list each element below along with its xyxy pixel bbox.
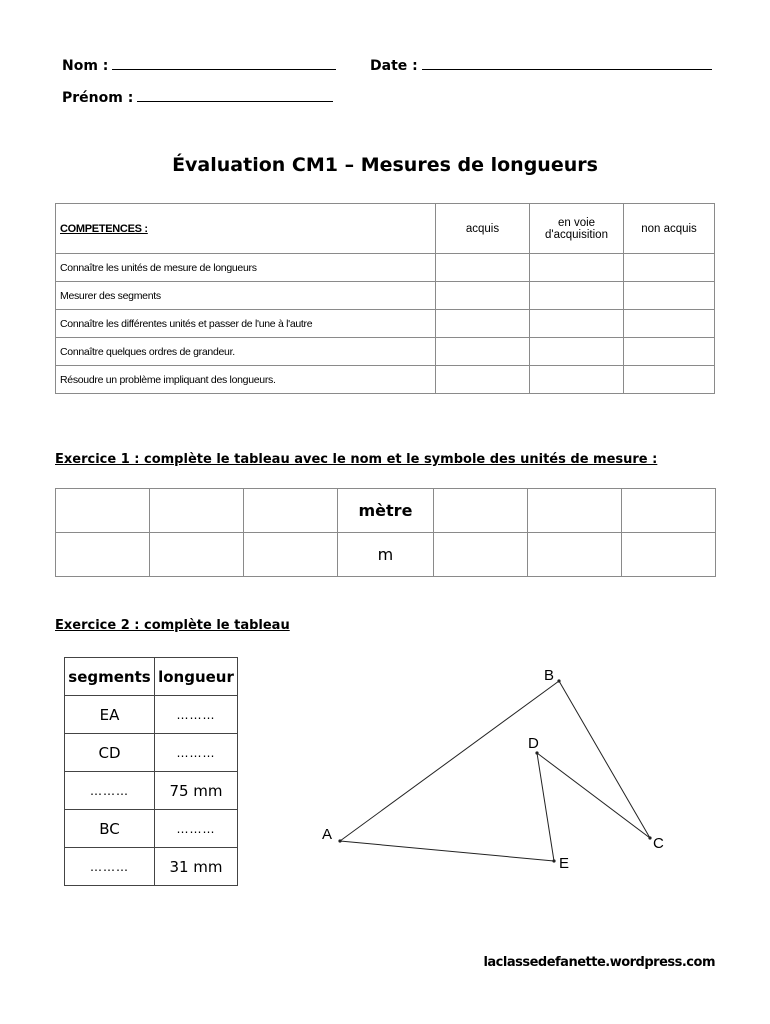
competence-label: Connaître quelques ordres de grandeur. — [56, 338, 436, 366]
unit-symbol-m: m — [338, 533, 434, 577]
header-competences: COMPETENCES : — [56, 204, 436, 254]
table-row — [56, 282, 715, 310]
checkbox-cell[interactable] — [624, 310, 715, 338]
unit-cell[interactable] — [433, 533, 527, 577]
checkbox-cell[interactable] — [624, 338, 715, 366]
segment-de — [537, 753, 554, 861]
competence-label: Connaître les unités de mesure de longueurs — [56, 254, 436, 282]
checkbox-cell[interactable] — [530, 338, 624, 366]
table-row — [65, 810, 238, 848]
length-blank[interactable]: ……… — [154, 810, 237, 848]
checkbox-cell[interactable] — [624, 254, 715, 282]
competence-label: Mesurer des segments — [56, 282, 436, 310]
length-blank[interactable]: ……… — [154, 734, 237, 772]
nom-label: Nom : — [62, 58, 109, 74]
table-row — [56, 338, 715, 366]
point-b-label: B — [544, 667, 555, 684]
checkbox-cell[interactable] — [624, 282, 715, 310]
unit-symbol-row — [56, 533, 716, 577]
unit-name-metre: mètre — [338, 489, 434, 533]
table-row — [65, 772, 238, 810]
segment-cell: EA — [65, 696, 155, 734]
prenom-line[interactable] — [137, 91, 333, 102]
point-e-dot — [552, 859, 555, 862]
table-row — [65, 696, 238, 734]
unit-cell[interactable] — [621, 489, 715, 533]
segment-blank[interactable]: ……… — [65, 772, 155, 810]
length-cell: 75 mm — [154, 772, 237, 810]
checkbox-cell[interactable] — [436, 282, 530, 310]
unit-cell[interactable] — [56, 533, 150, 577]
segment-cell: BC — [65, 810, 155, 848]
header-non-acquis: non acquis — [624, 204, 715, 254]
table-row — [65, 734, 238, 772]
date-field[interactable] — [370, 58, 712, 74]
checkbox-cell[interactable] — [530, 310, 624, 338]
unit-name-row — [56, 489, 716, 533]
exercice1-title: Exercice 1 : complète le tableau avec le nom et le symbole des unités de mesure : — [55, 452, 658, 467]
segments-table — [64, 657, 238, 886]
table-header-row — [56, 204, 715, 254]
point-e-label: E — [559, 855, 570, 872]
unit-cell[interactable] — [433, 489, 527, 533]
checkbox-cell[interactable] — [436, 310, 530, 338]
point-b-dot — [557, 679, 560, 682]
segment-bc — [559, 681, 650, 838]
segment-blank[interactable]: ……… — [65, 848, 155, 886]
point-c-label: C — [653, 835, 664, 852]
unit-cell[interactable] — [244, 533, 338, 577]
footer-credit: laclassedefanette.wordpress.com — [483, 955, 715, 970]
unit-cell[interactable] — [244, 489, 338, 533]
date-line[interactable] — [422, 59, 712, 70]
checkbox-cell[interactable] — [436, 366, 530, 394]
unit-cell[interactable] — [150, 489, 244, 533]
point-a-dot — [338, 839, 341, 842]
header-en-voie: en voie d'acquisition — [530, 204, 624, 254]
header-acquis: acquis — [436, 204, 530, 254]
units-table — [55, 488, 716, 577]
unit-cell[interactable] — [621, 533, 715, 577]
competences-table — [55, 203, 715, 394]
prenom-field[interactable] — [62, 90, 333, 106]
segment-ab — [340, 681, 559, 841]
point-c-dot — [648, 836, 651, 839]
table-header-row — [65, 658, 238, 696]
unit-cell[interactable] — [527, 489, 621, 533]
checkbox-cell[interactable] — [624, 366, 715, 394]
segment-ae — [340, 841, 554, 861]
length-cell: 31 mm — [154, 848, 237, 886]
page-title: Évaluation CM1 – Mesures de longueurs — [172, 154, 598, 176]
unit-cell[interactable] — [150, 533, 244, 577]
segments-figure — [300, 650, 680, 880]
competence-label: Connaître les différentes unités et passer de l'une à l'autre — [56, 310, 436, 338]
date-label: Date : — [370, 58, 418, 74]
checkbox-cell[interactable] — [436, 338, 530, 366]
point-d-label: D — [528, 735, 539, 752]
nom-field[interactable] — [62, 58, 336, 74]
unit-cell[interactable] — [56, 489, 150, 533]
header-longueur: longueur — [154, 658, 237, 696]
table-row — [56, 310, 715, 338]
checkbox-cell[interactable] — [436, 254, 530, 282]
table-row — [65, 848, 238, 886]
checkbox-cell[interactable] — [530, 282, 624, 310]
table-row — [56, 366, 715, 394]
table-row — [56, 254, 715, 282]
segment-cell: CD — [65, 734, 155, 772]
segment-dc — [537, 753, 650, 838]
header-segments: segments — [65, 658, 155, 696]
checkbox-cell[interactable] — [530, 254, 624, 282]
exercice2-title: Exercice 2 : complète le tableau — [55, 618, 290, 633]
unit-cell[interactable] — [527, 533, 621, 577]
prenom-label: Prénom : — [62, 90, 134, 106]
competence-label: Résoudre un problème impliquant des longueurs. — [56, 366, 436, 394]
length-blank[interactable]: ……… — [154, 696, 237, 734]
checkbox-cell[interactable] — [530, 366, 624, 394]
point-a-label: A — [322, 826, 333, 843]
nom-line[interactable] — [112, 59, 336, 70]
